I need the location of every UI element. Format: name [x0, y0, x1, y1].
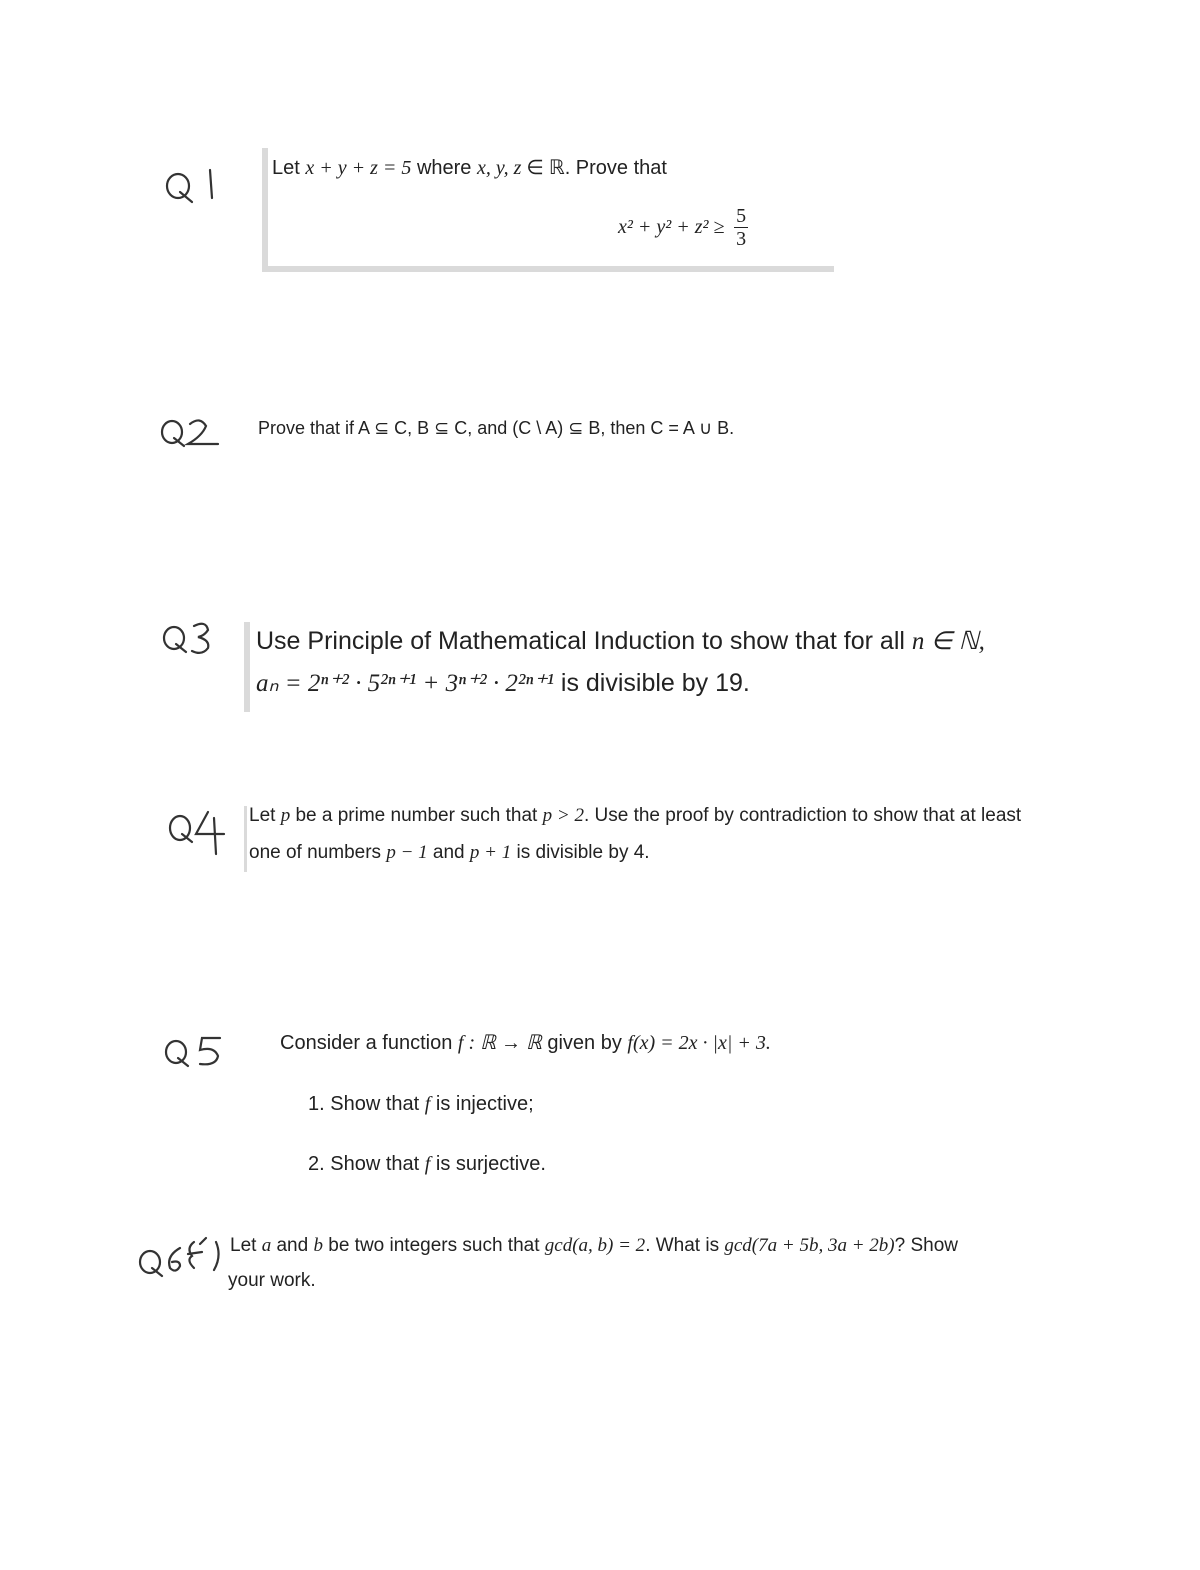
- q5-item-math: f: [424, 1153, 431, 1175]
- q1-set: ℝ: [548, 157, 565, 179]
- q6-text: ? Show: [894, 1235, 958, 1256]
- q4-text: be a prime number such that: [290, 805, 543, 826]
- q4-math: p > 2: [542, 805, 584, 826]
- q4-statement-line2: [249, 842, 650, 864]
- handwritten-label-q3: [160, 618, 230, 658]
- q6-text: and: [271, 1235, 314, 1256]
- q3-sequence-formula: aₙ = 2ⁿ⁺² · 5²ⁿ⁺¹ + 3ⁿ⁺² · 2²ⁿ⁺¹: [256, 670, 554, 697]
- q5-item-text: 2. Show that: [308, 1153, 425, 1175]
- q4-text: . Use the proof by contradiction to show that at least: [583, 805, 1022, 826]
- q1-text: Let: [272, 157, 306, 179]
- q3-math: n ∈ ℕ,: [911, 628, 985, 655]
- q1-variables: x, y, z: [476, 157, 522, 179]
- q1-equation: x + y + z = 5: [305, 157, 412, 179]
- q4-text: and: [427, 842, 470, 863]
- q1-text: . Prove that: [564, 157, 667, 179]
- q4-text: Let: [249, 805, 281, 826]
- q3-quote-bar: [244, 622, 250, 712]
- q1-inequality-lhs: x² + y² + z² ≥: [618, 215, 725, 238]
- q6-math: gcd(a, b) = 2: [544, 1235, 646, 1256]
- q5-text: Consider a function: [280, 1032, 458, 1054]
- q1-fraction-numerator: 5: [736, 205, 747, 227]
- q6-math: a: [261, 1235, 272, 1256]
- q1-text: where: [411, 157, 477, 179]
- q2-statement: Prove that if A ⊆ C, B ⊆ C, and (C \ A) ⊆ B, then C = A ∪ B.: [258, 418, 735, 438]
- q6-math: b: [313, 1235, 323, 1256]
- q4-quote-bar: [244, 806, 247, 872]
- q1-inequality: [618, 205, 748, 250]
- q6-statement-line2: your work.: [228, 1270, 316, 1291]
- q4-math: p + 1: [469, 842, 512, 863]
- q5-statement: [280, 1030, 771, 1055]
- q6-statement-line1: [230, 1235, 958, 1257]
- q1-fraction-denominator: 3: [736, 228, 747, 250]
- q5-text: given by: [541, 1032, 628, 1054]
- q3-text: Use Principle of Mathematical Induction to show that for all: [256, 627, 912, 655]
- q1-symbol: ∈: [521, 157, 549, 179]
- q6-text: be two integers such that: [322, 1235, 545, 1256]
- handwritten-label-q1: [162, 162, 232, 208]
- q5-item-surjective: [308, 1153, 546, 1176]
- q4-text: is divisible by 4.: [511, 842, 650, 863]
- q1-fraction: [734, 205, 748, 250]
- handwritten-label-q2: [158, 414, 228, 450]
- q4-statement-line1: [249, 805, 1021, 827]
- q4-math: p: [280, 805, 291, 826]
- q5-item-injective: [308, 1093, 534, 1116]
- q4-math: p − 1: [386, 842, 428, 863]
- q5-item-text: 1. Show that: [308, 1093, 425, 1115]
- handwritten-label-q5: [162, 1032, 232, 1072]
- q3-statement-line1: [256, 626, 985, 656]
- q5-function-definition: f(x) = 2x · |x| + 3.: [627, 1032, 771, 1054]
- q5-function-signature: f : ℝ → ℝ: [457, 1032, 542, 1054]
- q6-math: gcd(7a + 5b, 3a + 2b): [724, 1235, 895, 1256]
- q5-item-text: is surjective.: [430, 1153, 546, 1175]
- q5-item-text: is injective;: [430, 1093, 534, 1115]
- handwritten-label-q4: [166, 808, 236, 858]
- q3-statement-line2: [256, 668, 750, 698]
- q4-text: one of numbers: [249, 842, 387, 863]
- handwritten-label-q6: [136, 1234, 232, 1284]
- q1-statement: [272, 155, 667, 180]
- q5-item-math: f: [424, 1093, 431, 1115]
- q6-text: . What is: [645, 1235, 725, 1256]
- q3-text: is divisible by 19.: [553, 669, 750, 697]
- q6-text: Let: [230, 1235, 262, 1256]
